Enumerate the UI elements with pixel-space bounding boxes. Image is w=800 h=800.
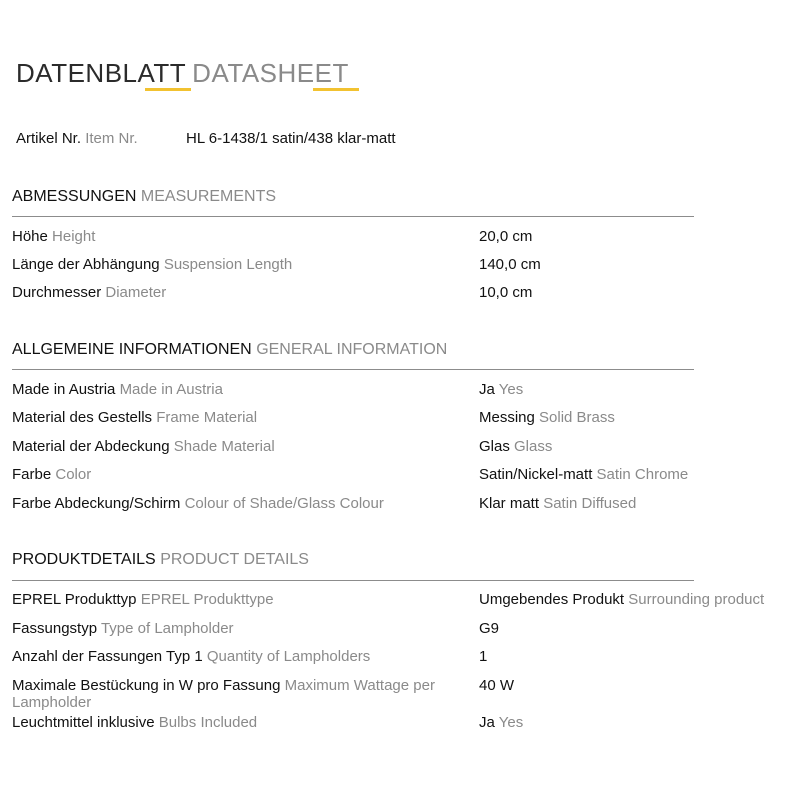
section-divider bbox=[12, 216, 694, 217]
spec-value-en: Surrounding product bbox=[628, 591, 765, 608]
spec-label bbox=[12, 714, 462, 731]
spec-label bbox=[12, 228, 462, 245]
spec-label-de: Durchmesser bbox=[12, 284, 102, 301]
spec-label-de: Höhe bbox=[12, 228, 48, 245]
spec-value-de: Ja bbox=[479, 381, 495, 398]
section-heading-product bbox=[12, 551, 309, 569]
spec-label-en: Maximum Wattage per Lampholder bbox=[12, 677, 435, 711]
spec-value-de: Glas bbox=[479, 438, 510, 455]
spec-value-de: Messing bbox=[479, 409, 535, 426]
section-heading-de: ABMESSUNGEN bbox=[12, 188, 137, 205]
spec-label-en: Color bbox=[55, 466, 92, 483]
spec-value-de: Ja bbox=[479, 714, 495, 731]
title-english: DATASHEET bbox=[192, 58, 349, 88]
spec-value bbox=[479, 620, 499, 637]
item-number-label-en: Item Nr. bbox=[85, 130, 138, 147]
spec-value bbox=[479, 438, 552, 455]
spec-value bbox=[479, 284, 532, 301]
spec-value bbox=[479, 228, 532, 245]
title-german: DATENBLATT bbox=[16, 58, 187, 88]
section-heading-de: PRODUKTDETAILS bbox=[12, 551, 156, 568]
spec-label-en: Suspension Length bbox=[163, 256, 293, 273]
spec-label-en: Shade Material bbox=[173, 438, 275, 455]
spec-label-de: Leuchtmittel inklusive bbox=[12, 714, 155, 731]
spec-value-de: Umgebendes Produkt bbox=[479, 591, 625, 608]
spec-value bbox=[479, 677, 514, 694]
spec-label-de: Fassungstyp bbox=[12, 620, 98, 637]
spec-label-en: Made in Austria bbox=[119, 381, 223, 398]
spec-label-de: Material des Gestells bbox=[12, 409, 153, 426]
spec-value-de: Satin/Nickel-matt bbox=[479, 466, 593, 483]
spec-label bbox=[12, 381, 462, 398]
spec-label bbox=[12, 466, 462, 483]
item-number-value: HL 6-1438/1 satin/438 klar-matt bbox=[186, 130, 396, 147]
spec-value bbox=[479, 648, 487, 665]
title-accent-underline bbox=[313, 88, 359, 91]
spec-label-de: Länge der Abhängung bbox=[12, 256, 160, 273]
spec-label-de: Made in Austria bbox=[12, 381, 116, 398]
spec-label bbox=[12, 409, 462, 426]
spec-label-en: Bulbs Included bbox=[158, 714, 258, 731]
page-title bbox=[16, 58, 349, 89]
spec-label-en: Height bbox=[52, 228, 96, 245]
spec-label-en: Type of Lampholder bbox=[100, 620, 234, 637]
spec-label-en: Quantity of Lampholders bbox=[206, 648, 371, 665]
section-heading-de: ALLGEMEINE INFORMATIONEN bbox=[12, 341, 252, 358]
spec-label bbox=[12, 284, 462, 301]
spec-value-de: 1 bbox=[479, 648, 488, 665]
spec-value bbox=[479, 466, 688, 483]
spec-label-de: Farbe Abdeckung/Schirm bbox=[12, 495, 181, 512]
item-number-row bbox=[16, 130, 396, 147]
spec-value-de: Klar matt bbox=[479, 495, 540, 512]
spec-value-en: Satin Chrome bbox=[596, 466, 689, 483]
spec-value-en: Glass bbox=[514, 438, 553, 455]
section-heading-measurements bbox=[12, 188, 276, 206]
spec-label-en: Colour of Shade/Glass Colour bbox=[184, 495, 384, 512]
spec-value-de: 40 W bbox=[479, 677, 515, 694]
spec-value bbox=[479, 591, 764, 608]
spec-value-de: G9 bbox=[479, 620, 500, 637]
spec-label bbox=[12, 438, 462, 455]
spec-value-de: 140,0 cm bbox=[479, 256, 541, 273]
spec-value-en: Solid Brass bbox=[539, 409, 615, 426]
spec-value bbox=[479, 381, 523, 398]
spec-label bbox=[12, 677, 462, 711]
spec-label bbox=[12, 256, 462, 273]
spec-label-en: EPREL Produkttype bbox=[140, 591, 274, 608]
spec-label-de: Farbe bbox=[12, 466, 52, 483]
section-heading-en: MEASUREMENTS bbox=[140, 188, 277, 205]
spec-label-de: Material der Abdeckung bbox=[12, 438, 170, 455]
spec-label-de: Anzahl der Fassungen Typ 1 bbox=[12, 648, 203, 665]
spec-value-en: Yes bbox=[498, 381, 524, 398]
spec-value-de: 20,0 cm bbox=[479, 228, 533, 245]
spec-label-de: Maximale Bestückung in W pro Fassung bbox=[12, 677, 281, 694]
spec-label bbox=[12, 620, 462, 637]
section-heading-en: PRODUCT DETAILS bbox=[160, 551, 309, 568]
spec-value bbox=[479, 714, 523, 731]
spec-label-en: Frame Material bbox=[156, 409, 258, 426]
spec-value-en: Yes bbox=[498, 714, 524, 731]
spec-value bbox=[479, 409, 615, 426]
section-heading-en: GENERAL INFORMATION bbox=[256, 341, 448, 358]
spec-label-en: Diameter bbox=[105, 284, 167, 301]
spec-label bbox=[12, 591, 462, 608]
spec-value-de: 10,0 cm bbox=[479, 284, 533, 301]
item-number-label-de: Artikel Nr. bbox=[16, 130, 82, 147]
spec-label bbox=[12, 495, 462, 512]
section-divider bbox=[12, 369, 694, 370]
spec-value-en: Satin Diffused bbox=[543, 495, 637, 512]
spec-value bbox=[479, 256, 541, 273]
title-accent-underline bbox=[145, 88, 191, 91]
spec-label bbox=[12, 648, 462, 665]
section-divider bbox=[12, 580, 694, 581]
section-heading-general bbox=[12, 341, 447, 359]
spec-value bbox=[479, 495, 636, 512]
spec-label-de: EPREL Produkttyp bbox=[12, 591, 137, 608]
